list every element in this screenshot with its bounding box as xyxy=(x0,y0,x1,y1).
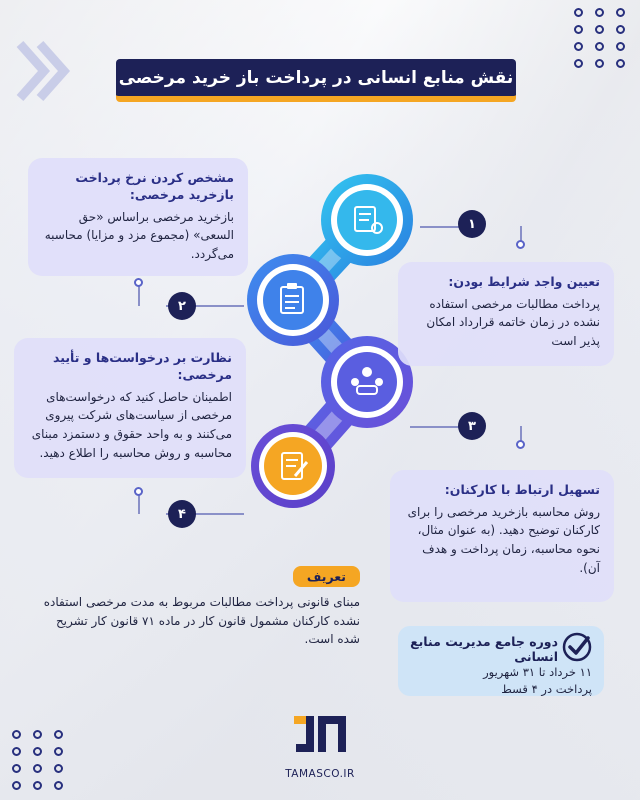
connector-2-rise xyxy=(138,286,140,306)
step-body-1: بازخرید مرخصی براساس «حق السعی» (مجموع مزد و مزایا) محاسبه می‌گردد. xyxy=(44,209,234,261)
definition-section xyxy=(30,566,360,649)
step-body-2: پرداخت مطالبات مرخصی استفاده نشده در زمان خاتمه قرارداد امکان پذیر است xyxy=(426,296,600,349)
pin-4 xyxy=(134,487,143,496)
connector-4-rise xyxy=(138,494,140,514)
page-title: نقش منابع انسانی در پرداخت باز خرید مرخصی xyxy=(116,59,516,99)
course-title: دوره جامع مدیریت منابع انسانی xyxy=(410,634,558,664)
step-heading-4: تسهیل ارتباط با کارکنان: xyxy=(444,482,600,497)
step-card-4 xyxy=(390,470,614,602)
definition-label: تعریف xyxy=(293,566,360,587)
process-chain xyxy=(235,170,425,510)
definition-text: مبنای قانونی پرداخت مطالبات مربوط به مدت مرخصی استفاده نشده کارکنان مشمول قانون کار در ماده ۷۱ قانون کار تشریح شده است. xyxy=(43,595,360,647)
pin-3 xyxy=(516,440,525,449)
step-heading-1: مشخص کردن نرخ پرداخت بازخرید مرخصی: xyxy=(75,170,234,202)
step-number-1: ۱ xyxy=(458,210,486,238)
pin-2 xyxy=(134,278,143,287)
step-body-4: روش محاسبه بازخرید مرخصی را برای کارکنان توضیح دهید. (به عنوان مثال، نحوه محاسبه، زمان پرداخت و هدف آن). xyxy=(407,504,600,575)
tamasco-logo xyxy=(292,708,352,760)
check-circle-icon xyxy=(560,630,594,664)
course-box[interactable] xyxy=(398,626,604,696)
step-number-4: ۴ xyxy=(168,500,196,528)
decorative-dots-bottom xyxy=(12,730,64,790)
step-card-3 xyxy=(14,338,246,478)
course-dates: ۱۱ خرداد تا ۳۱ شهریور xyxy=(483,665,592,679)
brand-url[interactable]: TAMASCO.IR xyxy=(285,768,355,780)
chevron-right-icon xyxy=(14,36,74,106)
step-heading-2: تعیین واجد شرایط بودن: xyxy=(448,274,600,289)
pin-1 xyxy=(516,240,525,249)
step-card-1 xyxy=(28,158,248,276)
node-2 xyxy=(247,254,339,346)
step-heading-3: نظارت بر درخواست‌ها و تأیید مرخصی: xyxy=(53,350,232,382)
step-number-3: ۳ xyxy=(458,412,486,440)
step-number-2: ۲ xyxy=(168,292,196,320)
step-card-2 xyxy=(398,262,614,366)
step-body-3: اطمینان حاصل کنید که درخواست‌های مرخصی از سیاست‌های شرکت پیروی می‌کنند و به واحد حقوق و دستمزد مبنای محاسبه و روش محاسبه را اطلاع دهید. xyxy=(31,389,232,460)
course-payment: پرداخت در ۴ قسط xyxy=(501,682,592,697)
decorative-dots-top xyxy=(574,8,626,68)
